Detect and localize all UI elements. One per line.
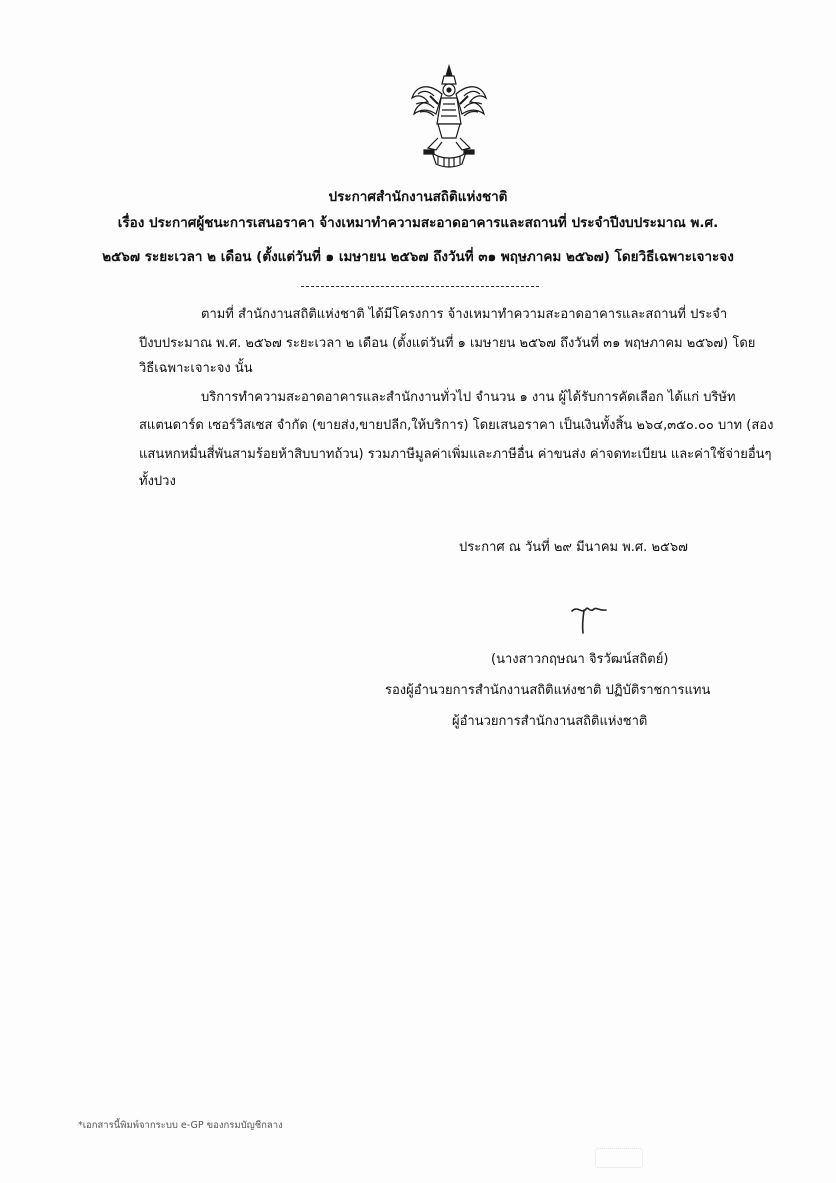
handwritten-signature-icon [568, 601, 610, 635]
signer-name: (นางสาวกฤษณา จิรวัฒน์สถิตย์) [491, 652, 669, 667]
signer-position-1: รองผู้อำนวยการสำนักงานสถิติแห่งชาติ ปฏิบัติราชการแทน [385, 683, 711, 698]
subject-line-1: เรื่อง ประกาศผู้ชนะการเสนอราคา จ้างเหมาทำความสะอาดอาคารและสถานที่ ประจำปีงบประมาณ พ.ศ. [117, 215, 719, 231]
paragraph-2-line-4: ทั้งปวง [139, 474, 176, 489]
scan-artifact [595, 1148, 643, 1168]
dashed-divider [301, 286, 539, 287]
announcement-title: ประกาศสำนักงานสถิติแห่งชาติ [328, 189, 508, 205]
paragraph-2-line-3: แสนหกหมื่นสี่พันสามร้อยห้าสิบบาทถ้วน) รวมภาษีมูลค่าเพิ่มและภาษีอื่น ค่าขนส่ง ค่าจดทะเบียน และค่าใช้จ่ายอื่นๆ [139, 447, 772, 462]
announcement-date: ประกาศ ณ วันที่ ๒๙ มีนาคม พ.ศ. ๒๕๖๗ [459, 540, 688, 555]
paragraph-2-line-2: สแตนดาร์ด เซอร์วิสเซส จำกัด (ขายส่ง,ขายปลีก,ให้บริการ) โดยเสนอราคา เป็นเงินทั้งสิ้น ๒๖๔,๓๕๐.๐๐ บาท (สอง [139, 418, 774, 433]
paragraph-1-line-3: วิธีเฉพาะเจาะจง นั้น [139, 361, 253, 376]
paragraph-2-line-1: บริการทำความสะอาดอาคารและสำนักงานทั่วไป จำนวน ๑ งาน ผู้ได้รับการคัดเลือก ได้แก่ บริษัท [201, 390, 736, 405]
egp-footer-note: *เอกสารนี้พิมพ์จากระบบ e-GP ของกรมบัญชีกลาง [78, 1120, 283, 1131]
subject-line-2: ๒๕๖๗ ระยะเวลา ๒ เดือน (ตั้งแต่วันที่ ๑ เมษายน ๒๕๖๗ ถึงวันที่ ๓๑ พฤษภาคม ๒๕๖๗) โดยวิธีเฉพาะเจาะจง [102, 249, 734, 265]
garuda-emblem-icon [408, 64, 490, 172]
signer-position-2: ผู้อำนวยการสำนักงานสถิติแห่งชาติ [452, 714, 648, 729]
paragraph-1-line-2: ปีงบประมาณ พ.ศ. ๒๕๖๗ ระยะเวลา ๒ เดือน (ตั้งแต่วันที่ ๑ เมษายน ๒๕๖๗ ถึงวันที่ ๓๑ พฤษภาคม ๒๕๖๗) โดย [139, 336, 756, 351]
paragraph-1-line-1: ตามที่ สำนักงานสถิติแห่งชาติ ได้มีโครงการ จ้างเหมาทำความสะอาดอาคารและสถานที่ ประจำ [201, 307, 728, 322]
